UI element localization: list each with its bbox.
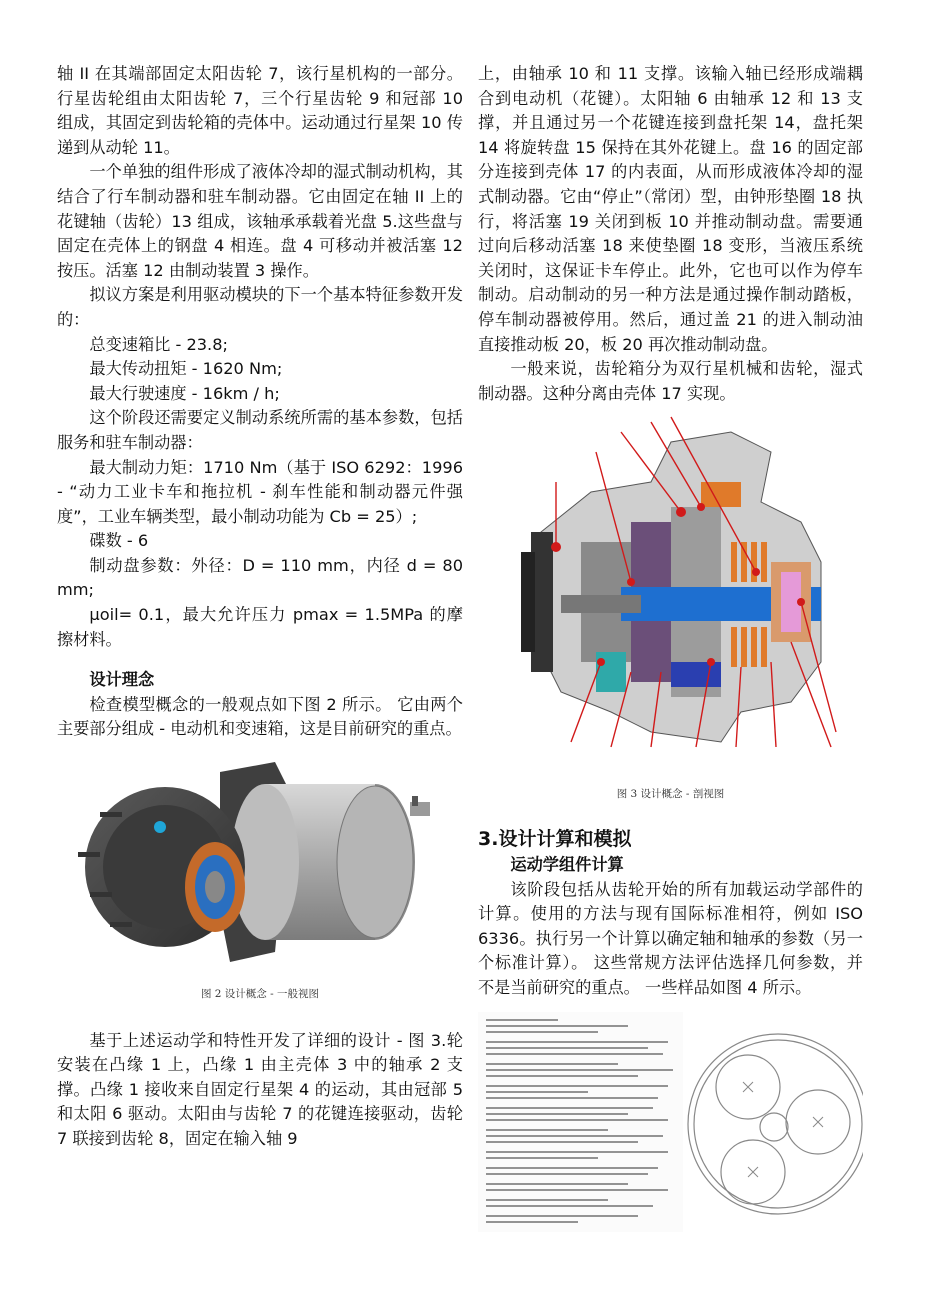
paragraph: 基于上述运动学和特性开发了详细的设计 - 图 3.轮安装在凸缘 1 上，凸缘 1 由主壳体 3 中的轴承 2 支撑。凸缘 1 接收来自固定行星架 4 的运动，其由冠部 5 和太阳 6 驱动。太阳由与齿轮 7 的花键连接驱动，齿轮 7 联接到齿轮 8，固定在输入轴 9 bbox=[57, 1030, 463, 1148]
parameter-item: 最大传动扭矩 - 1620 Nm; bbox=[89, 359, 283, 379]
gearbox-section-illustration bbox=[501, 412, 841, 752]
paragraph: 制动盘参数：外径：D = 110 mm，内径 d = 80 mm; bbox=[57, 555, 463, 600]
section-title: 3.设计计算和模拟 bbox=[478, 827, 632, 850]
right-column bbox=[478, 62, 863, 1232]
parameter-item: 碟数 - 6 bbox=[89, 531, 149, 551]
figure-3-section-view bbox=[501, 412, 841, 752]
left-column bbox=[57, 62, 463, 1152]
paragraph: 上，由轴承 10 和 11 支撑。该输入轴已经形成端耦合到电动机（花键）。太阳轴 6 由轴承 12 和 13 支撑，并且通过另一个花键连接到盘托架 14，盘托架 14 将旋转盘 15 保持在其外花键上。盘 16 的固定部分连接到壳体 17 的内表面，从而形成液体冷却的湿式制动器。它由“停止”（常闭）型，由钟形垫圈 18 执行，将活塞 19 关闭到板 10 并推动制动盘。需要通过向后移动活塞 18 来使垫圈 18 变形，当液压系统关闭时，这保证卡车停止。此外，它也可以作为停车制动。启动制动的另一种方法是通过操作制动踏板，停车制动器被停用。然后，通过盖 21 的进入制动油直接推动板 20，板 20 再次推动制动盘。 bbox=[478, 64, 863, 354]
section-heading: 设计理念 bbox=[89, 670, 155, 690]
figure-2-general-view bbox=[60, 752, 460, 972]
paragraph: μoil= 0.1，最大允许压力 pmax = 1.5MPa 的摩擦材料。 bbox=[57, 605, 463, 649]
paragraph: 这个阶段还需要定义制动系统所需的基本参数，包括服务和驻车制动器： bbox=[57, 408, 463, 452]
figure-3-caption: 图 3 设计概念 - 剖视图 bbox=[616, 788, 725, 801]
paragraph: 一个单独的组件形成了液体冷却的湿式制动机构，其结合了行车制动器和驻车制动器。它由固定在轴 II 上的花键轴（齿轮）13 组成，该轴承承载着光盘 5.这些盘与固定在壳体上的钢盘 4 相连。盘 4 可移动并被活塞 12 按压。活塞 12 由制动装置 3 操作。 bbox=[57, 162, 463, 280]
parameter-item: 总变速箱比 - 23.8; bbox=[89, 334, 228, 354]
paragraph: 检查模型概念的一般观点如下图 2 所示。 它由两个主要部分组成 - 电动机和变速箱，这是目前研究的重点。 bbox=[57, 694, 463, 739]
paragraph: 最大制动力矩：1710 Nm（基于 ISO 6292：1996 - “动力工业卡车和拖拉机 - 刹车性能和制动器元件强度”，工业车辆类型，最小制动功能为 Cb = 25）; bbox=[57, 457, 463, 526]
figure-2-caption: 图 2 设计概念 - 一般视图 bbox=[200, 988, 320, 1001]
paragraph: 拟议方案是利用驱动模块的下一个基本特征参数开发的： bbox=[57, 285, 463, 329]
paragraph: 该阶段包括从齿轮开始的所有加载运动学部件的计算。使用的方法与现有国际标准相符，例如 ISO 6336。执行另一个计算以确定轴和轴承的参数（另一个标准计算）。 这些常规方法评估选择几何参数，并不是当前研究的重点。 一些样品如图 4 所示。 bbox=[478, 879, 863, 997]
paragraph: 轴 II 在其端部固定太阳齿轮 7，该行星机构的一部分。 行星齿轮组由太阳齿轮 7，三个行星齿轮 9 和冠部 10 组成，其固定到齿轮箱的壳体中。运动通过行星架 10 传递到从动轮 11。 bbox=[57, 64, 463, 157]
paragraph: 一般来说，齿轮箱分为双行星机械和齿轮，湿式制动器。这种分离由壳体 17 实现。 bbox=[478, 359, 863, 403]
calculation-report-and-gear-drawing bbox=[478, 1012, 863, 1232]
gearbox-motor-illustration bbox=[60, 752, 460, 972]
figure-4-calculation-samples bbox=[478, 1012, 863, 1232]
subsection-title: 运动学组件计算 bbox=[510, 854, 624, 874]
parameter-item: 最大行驶速度 - 16km / h; bbox=[89, 383, 280, 403]
